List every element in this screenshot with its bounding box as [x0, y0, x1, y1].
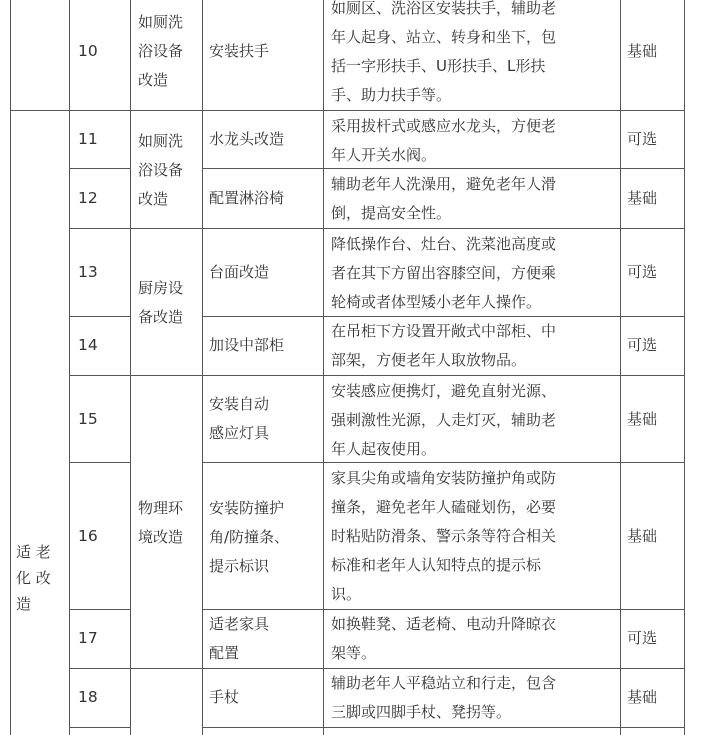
item-name: 适老家具	[209, 615, 270, 633]
item-description: 降低操作台、灶台、洗菜池高度或	[331, 235, 557, 253]
row-divider	[69, 375, 685, 376]
item-name: 安装扶手	[209, 42, 270, 60]
row-number: 18	[78, 688, 98, 706]
row-number: 11	[78, 130, 98, 148]
item-name: 安装自动	[209, 395, 270, 413]
row-number: 10	[78, 42, 98, 60]
item-type: 可选	[627, 263, 658, 281]
item-name: 安装防撞护	[209, 499, 285, 517]
row-divider	[202, 727, 685, 728]
item-type: 可选	[627, 629, 658, 647]
group-label: 浴设备	[138, 161, 184, 179]
item-description: 年人开关水阀。	[331, 146, 437, 164]
item-description: 手、助力扶手等。	[331, 86, 452, 104]
item-type: 基础	[627, 410, 658, 428]
item-name: 手杖	[209, 688, 240, 706]
row-number: 15	[78, 410, 98, 428]
item-description: 如换鞋凳、适老椅、电动升降晾衣	[331, 615, 557, 633]
item-name: 感应灯具	[209, 424, 270, 442]
row-divider	[69, 168, 131, 169]
group-label: 如厕洗	[138, 13, 184, 31]
category-label: 化 改	[16, 569, 51, 587]
item-description: 如厕区、洗浴区安装扶手，辅助老	[331, 0, 557, 17]
row-divider	[69, 228, 685, 229]
item-name: 角/防撞条、	[209, 528, 290, 546]
group-label: 物理环	[138, 499, 184, 517]
row-number: 13	[78, 263, 98, 281]
item-type: 可选	[627, 130, 658, 148]
item-description: 辅助老年人平稳站立和行走，包含	[331, 674, 557, 692]
group-label: 改造	[138, 190, 169, 208]
item-description: 架等。	[331, 644, 377, 662]
group-label: 如厕洗	[138, 132, 184, 150]
item-name: 水龙头改造	[209, 130, 285, 148]
group-label: 境改造	[138, 528, 184, 546]
row-divider	[69, 609, 131, 610]
item-description: 标准和老年人认知特点的提示标	[331, 556, 542, 574]
row-number: 12	[78, 189, 98, 207]
item-type: 基础	[627, 189, 658, 207]
item-description: 撞条，避免老年人磕碰划伤，必要	[331, 498, 557, 516]
item-description: 采用拔杆式或感应水龙头，方便老	[331, 117, 557, 135]
row-divider	[69, 316, 131, 317]
item-description: 识。	[331, 585, 362, 603]
item-description: 轮椅或者体型矮小老年人操作。	[331, 293, 542, 311]
item-name: 加设中部柜	[209, 336, 285, 354]
item-description: 时粘贴防滑条、警示条等符合相关	[331, 527, 557, 545]
item-name: 配置	[209, 644, 240, 662]
item-description: 安装感应便携灯，避免直射光源、	[331, 382, 557, 400]
row-divider	[10, 110, 685, 111]
row-divider	[202, 168, 685, 169]
item-name: 配置淋浴椅	[209, 189, 285, 207]
item-type: 基础	[627, 42, 658, 60]
item-name: 台面改造	[209, 263, 270, 281]
item-name: 提示标识	[209, 557, 270, 575]
category-label: 造	[16, 595, 32, 613]
item-description: 者在其下方留出容膝空间，方便乘	[331, 264, 557, 282]
row-divider	[69, 462, 131, 463]
row-divider	[69, 727, 131, 728]
category-label: 适 老	[16, 543, 51, 561]
group-label: 改造	[138, 71, 169, 89]
row-number: 14	[78, 336, 98, 354]
item-description: 家具尖角或墙角安装防撞护角或防	[331, 469, 557, 487]
item-type: 基础	[627, 527, 658, 545]
item-description: 强刺激性光源，人走灯灭，辅助老	[331, 411, 557, 429]
group-label: 浴设备	[138, 42, 184, 60]
item-type: 可选	[627, 336, 658, 354]
item-description: 倒，提高安全性。	[331, 204, 452, 222]
item-type: 基础	[627, 688, 658, 706]
item-description: 年人起夜使用。	[331, 440, 437, 458]
item-description: 部架，方便老年人取放物品。	[331, 351, 527, 369]
group-label: 厨房设	[138, 279, 184, 297]
row-divider	[202, 462, 685, 463]
row-number: 16	[78, 527, 98, 545]
group-label: 备改造	[138, 308, 184, 326]
item-description: 三脚或四脚手杖、凳拐等。	[331, 703, 512, 721]
item-description: 括一字形扶手、U形扶手、L形扶	[331, 57, 546, 75]
item-description: 在吊柜下方设置开敞式中部柜、中	[331, 322, 557, 340]
item-description: 辅助老年人洗澡用，避免老年人滑	[331, 175, 557, 193]
item-description: 年人起身、站立、转身和坐下，包	[331, 28, 557, 46]
row-number: 17	[78, 629, 98, 647]
